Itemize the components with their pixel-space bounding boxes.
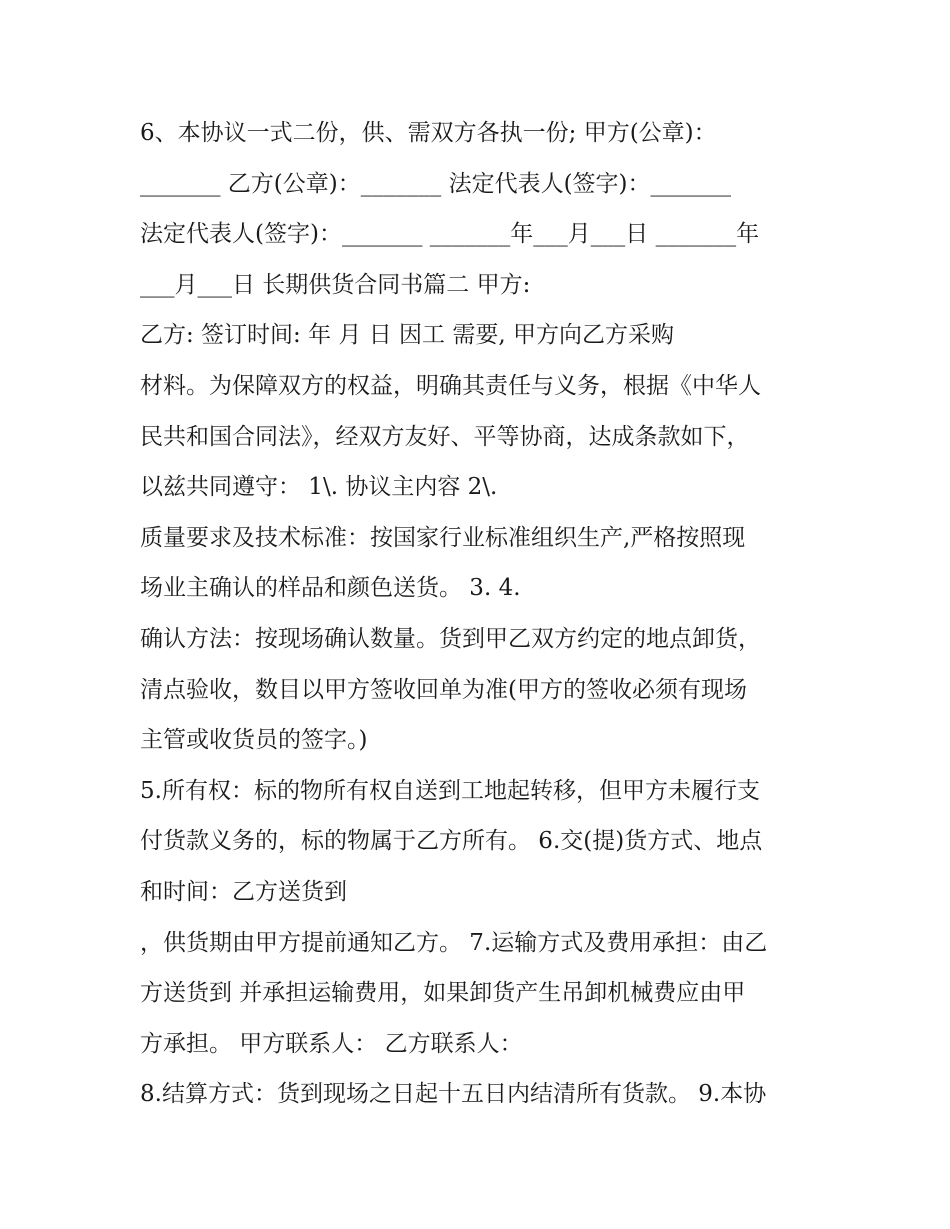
text-line: 材料。为保障双方的权益，明确其责任与义务，根据《中华人 [140, 372, 761, 399]
text-line: 场业主确认的样品和颜色送货。 3. 4. [140, 575, 521, 602]
text-line: 法定代表人(签字)：_______ _______年___月___日 _______年 [140, 221, 760, 248]
text-line: 方承担。 甲方联系人： 乙方联系人： [140, 1030, 523, 1057]
text-line: 主管或收货员的签字。) [140, 727, 368, 754]
text-line: 民共和国合同法》，经双方友好、平等协商，达成条款如下， [140, 423, 750, 450]
text-line: 付货款义务的，标的物属于乙方所有。 6.交(提)货方式、地点 [140, 828, 763, 855]
text-line: 方送货到 并承担运输费用，如果卸货产生吊卸机械费应由甲 [140, 980, 746, 1007]
text-line: 8.结算方式：货到现场之日起十五日内结清所有货款。 9.本协 [140, 1081, 767, 1108]
text-line: 确认方法：按现场确认数量。货到甲乙双方约定的地点卸货， [140, 625, 761, 652]
text-line: 5.所有权：标的物所有权自送到工地起转移，但甲方未履行支 [140, 777, 760, 804]
text-line: 以兹共同遵守： 1\. 协议主内容 2\. [140, 474, 498, 501]
text-line: 质量要求及技术标准：按国家行业标准组织生产,严格按照现 [140, 524, 746, 551]
text-line: _______ 乙方(公章)：_______ 法定代表人(签字)：_______ [140, 170, 732, 197]
text-line: 乙方: 签订时间: 年 月 日 因工 需要, 甲方向乙方采购 [140, 322, 674, 349]
text-line: 清点验收，数目以甲方签收回单为准(甲方的签收必须有现场 [140, 676, 747, 703]
text-line: ___月___日 长期供货合同书篇二 甲方: [140, 271, 531, 298]
text-line: ，供货期由甲方提前通知乙方。 7.运输方式及费用承担：由乙 [140, 929, 768, 956]
contract-text [140, 108, 840, 1120]
text-line: 和时间：乙方送货到 [140, 878, 347, 905]
text-line: 6、本协议一式二份，供、需双方各执一份; 甲方(公章)： [140, 120, 717, 146]
